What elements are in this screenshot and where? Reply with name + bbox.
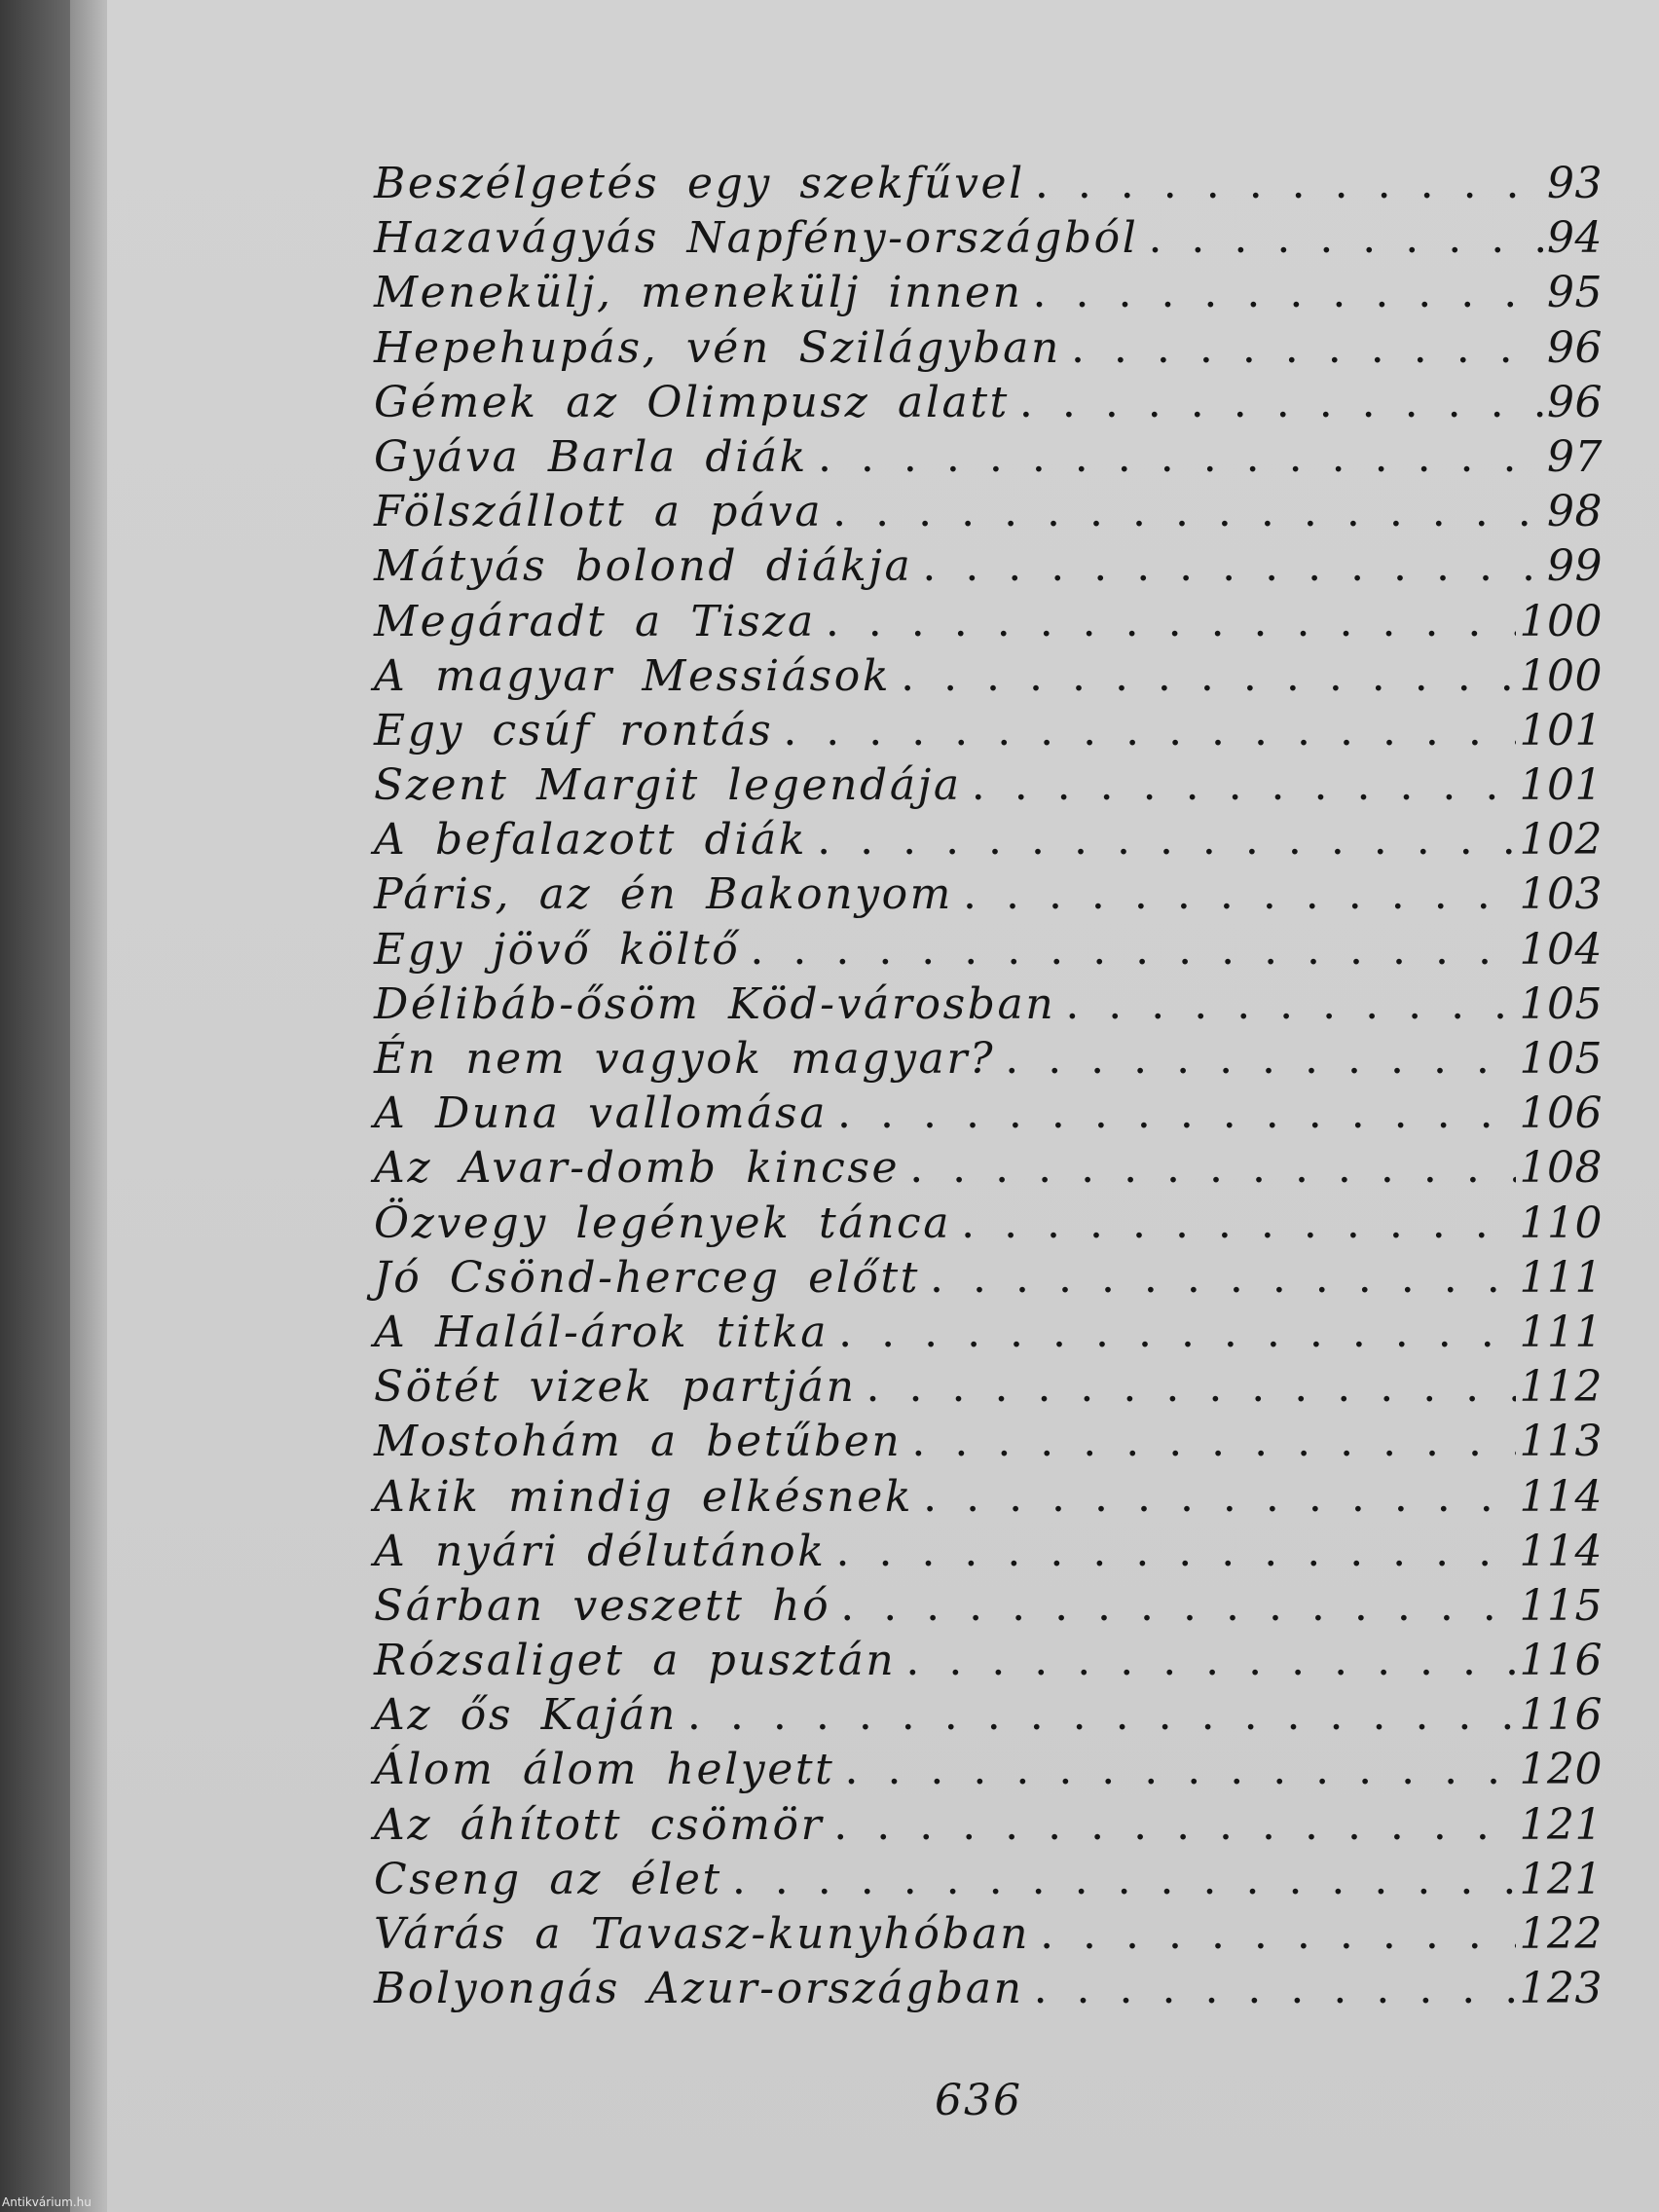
- dot-leader: [722, 1855, 1516, 1904]
- toc-entry-title: Rózsaliget a pusztán: [374, 1636, 897, 1686]
- dot-leader: [827, 1527, 1516, 1576]
- toc-entry: [374, 597, 1603, 651]
- toc-entry-title: Hazavágyás Napfény-országból: [374, 213, 1139, 264]
- toc-entry-title: Bolyongás Azur-országban: [374, 1964, 1024, 2014]
- toc-entry: [374, 925, 1603, 979]
- toc-entry-page: 116: [1519, 1690, 1603, 1741]
- toc-entry: [374, 1308, 1603, 1362]
- toc-entry-page: 105: [1519, 1034, 1603, 1084]
- toc-entry: [374, 1581, 1603, 1636]
- toc-entry: [374, 1745, 1603, 1799]
- toc-entry: [374, 1417, 1603, 1471]
- toc-entry-title: Egy jövő költő: [374, 924, 741, 975]
- toc-entry: [374, 213, 1603, 268]
- toc-entry-title: Szent Margit legendája: [374, 760, 962, 811]
- dot-leader: [740, 925, 1515, 975]
- dot-leader: [678, 1690, 1516, 1740]
- toc-entry: [374, 541, 1603, 596]
- toc-entry-page: 103: [1519, 869, 1603, 920]
- toc-entry-title: Délibáb-ősöm Köd-városban: [374, 978, 1056, 1029]
- toc-entry-title: Menekülj, menekülj innen: [374, 268, 1023, 318]
- dot-leader: [824, 1800, 1515, 1850]
- dot-leader: [1010, 378, 1543, 427]
- toc-entry: [374, 487, 1603, 541]
- toc-entry: [374, 1964, 1603, 2018]
- toc-entry-page: 116: [1519, 1636, 1603, 1686]
- toc-entry-page: 101: [1519, 705, 1603, 756]
- toc-entry-page: 112: [1519, 1362, 1603, 1413]
- watermark: Antikvárium.hu: [2, 2195, 92, 2209]
- toc-entry: [374, 1198, 1603, 1253]
- toc-entry: [374, 1253, 1603, 1308]
- toc-entry-title: Gyáva Barla diák: [374, 431, 808, 482]
- toc-entry-page: 108: [1519, 1143, 1603, 1194]
- toc-entry: [374, 815, 1603, 869]
- toc-entry: [374, 1909, 1603, 1964]
- toc-entry-page: 102: [1519, 815, 1603, 866]
- dot-leader: [896, 1636, 1515, 1685]
- table-of-contents: [374, 159, 1603, 2018]
- dot-leader: [1055, 979, 1515, 1029]
- toc-entry: [374, 1636, 1603, 1690]
- toc-entry-page: 113: [1519, 1417, 1603, 1467]
- toc-entry-page: 95: [1547, 268, 1603, 318]
- dot-leader: [807, 815, 1515, 865]
- dot-leader: [1138, 213, 1543, 263]
- dot-leader: [857, 1362, 1516, 1412]
- toc-entry-title: A Duna vallomása: [374, 1088, 829, 1139]
- dot-leader: [1023, 268, 1543, 317]
- dot-leader: [1024, 1964, 1516, 2013]
- dot-leader: [920, 1253, 1515, 1303]
- toc-entry-title: Beszélgetés egy szekfűvel: [374, 159, 1025, 208]
- toc-entry: [374, 1143, 1603, 1198]
- toc-entry-page: 123: [1519, 1964, 1603, 2014]
- toc-entry-page: 100: [1519, 650, 1603, 701]
- toc-entry: [374, 323, 1603, 378]
- toc-entry: [374, 432, 1603, 487]
- dot-leader: [912, 541, 1543, 591]
- toc-entry-page: 101: [1519, 760, 1603, 811]
- toc-entry-title: Sötét vizek partján: [374, 1362, 857, 1413]
- toc-entry-title: Özvegy legények tánca: [374, 1198, 952, 1248]
- dot-leader: [953, 869, 1516, 919]
- dot-leader: [995, 1034, 1515, 1084]
- dot-leader: [830, 1581, 1515, 1631]
- dot-leader: [913, 1472, 1515, 1522]
- toc-entry-title: A nyári délutánok: [374, 1526, 827, 1576]
- toc-entry-page: 115: [1519, 1580, 1603, 1631]
- toc-entry-page: 122: [1519, 1909, 1603, 1959]
- dot-leader: [891, 651, 1515, 701]
- toc-entry-page: 96: [1547, 377, 1603, 427]
- toc-entry-page: 93: [1547, 159, 1603, 208]
- dot-leader: [1061, 323, 1543, 373]
- toc-entry-page: 114: [1519, 1526, 1603, 1576]
- toc-entry-page: 114: [1519, 1471, 1603, 1522]
- toc-entry-page: 105: [1519, 978, 1603, 1029]
- toc-entry-title: Akik mindig elkésnek: [374, 1471, 914, 1522]
- toc-entry-title: Sárban veszett hó: [374, 1580, 831, 1631]
- toc-entry: [374, 1800, 1603, 1855]
- toc-entry: [374, 706, 1603, 760]
- page-number: 636: [935, 2076, 1022, 2125]
- toc-entry-page: 99: [1547, 541, 1603, 592]
- dot-leader: [1030, 1909, 1515, 1959]
- toc-entry-page: 121: [1519, 1854, 1603, 1904]
- toc-entry: [374, 651, 1603, 706]
- toc-entry-title: A Halál-árok titka: [374, 1307, 830, 1357]
- toc-entry-page: 100: [1519, 596, 1603, 646]
- toc-entry: [374, 979, 1603, 1034]
- dot-leader: [900, 1143, 1515, 1193]
- toc-entry: [374, 1690, 1603, 1745]
- toc-entry: [374, 378, 1603, 432]
- dot-leader: [962, 760, 1516, 810]
- toc-entry-title: Jó Csönd-herceg előtt: [374, 1252, 921, 1303]
- dot-leader: [773, 706, 1515, 756]
- page-gutter: [70, 0, 107, 2212]
- toc-entry-title: Mátyás bolond diákja: [374, 541, 913, 592]
- toc-entry-page: 110: [1519, 1198, 1603, 1248]
- toc-entry-page: 111: [1519, 1307, 1603, 1357]
- dot-leader: [951, 1198, 1515, 1248]
- toc-entry: [374, 1034, 1603, 1088]
- toc-entry-page: 121: [1519, 1799, 1603, 1850]
- toc-entry-title: Várás a Tavasz-kunyhóban: [374, 1909, 1031, 1959]
- toc-entry-title: A befalazott diák: [374, 815, 808, 866]
- toc-entry-title: Mostohám a betűben: [374, 1417, 903, 1467]
- dot-leader: [828, 1088, 1515, 1138]
- toc-entry-title: Egy csúf rontás: [374, 705, 774, 756]
- toc-entry: [374, 1527, 1603, 1581]
- toc-entry: [374, 159, 1603, 213]
- toc-entry-page: 98: [1547, 487, 1603, 537]
- toc-entry-title: Megáradt a Tisza: [374, 596, 816, 646]
- dot-leader: [816, 597, 1516, 646]
- toc-entry-page: 111: [1519, 1252, 1603, 1303]
- toc-entry-page: 106: [1519, 1088, 1603, 1139]
- toc-entry-title: Az áhított csömör: [374, 1799, 825, 1850]
- dot-leader: [834, 1745, 1515, 1794]
- toc-entry-title: Fölszállott a páva: [374, 487, 824, 537]
- dot-leader: [829, 1308, 1515, 1357]
- toc-entry: [374, 1472, 1603, 1527]
- toc-entry: [374, 268, 1603, 322]
- toc-entry: [374, 1088, 1603, 1143]
- toc-entry-page: 104: [1519, 924, 1603, 975]
- toc-entry-title: Az ős Kaján: [374, 1690, 678, 1741]
- toc-entry: [374, 1362, 1603, 1417]
- dot-leader: [1025, 159, 1543, 208]
- toc-entry: [374, 1855, 1603, 1909]
- toc-entry-page: 97: [1547, 431, 1603, 482]
- dot-leader: [808, 432, 1543, 482]
- toc-entry-title: Gémek az Olimpusz alatt: [374, 377, 1010, 427]
- dot-leader: [902, 1417, 1515, 1466]
- toc-entry-title: Álom álom helyett: [374, 1745, 835, 1795]
- toc-entry-title: A magyar Messiások: [374, 650, 892, 701]
- toc-entry-title: Hepehupás, vén Szilágyban: [374, 322, 1061, 373]
- toc-entry: [374, 760, 1603, 815]
- toc-entry-title: Én nem vagyok magyar?: [374, 1034, 996, 1084]
- toc-entry-page: 96: [1547, 322, 1603, 373]
- book-binding-shadow: [0, 0, 70, 2212]
- toc-entry: [374, 869, 1603, 924]
- toc-entry-title: Az Avar-domb kincse: [374, 1143, 901, 1194]
- toc-entry-title: Cseng az élet: [374, 1854, 722, 1904]
- toc-entry-title: Páris, az én Bakonyom: [374, 869, 954, 920]
- toc-entry-page: 94: [1547, 213, 1603, 264]
- toc-entry-page: 120: [1519, 1745, 1603, 1795]
- dot-leader: [823, 487, 1543, 536]
